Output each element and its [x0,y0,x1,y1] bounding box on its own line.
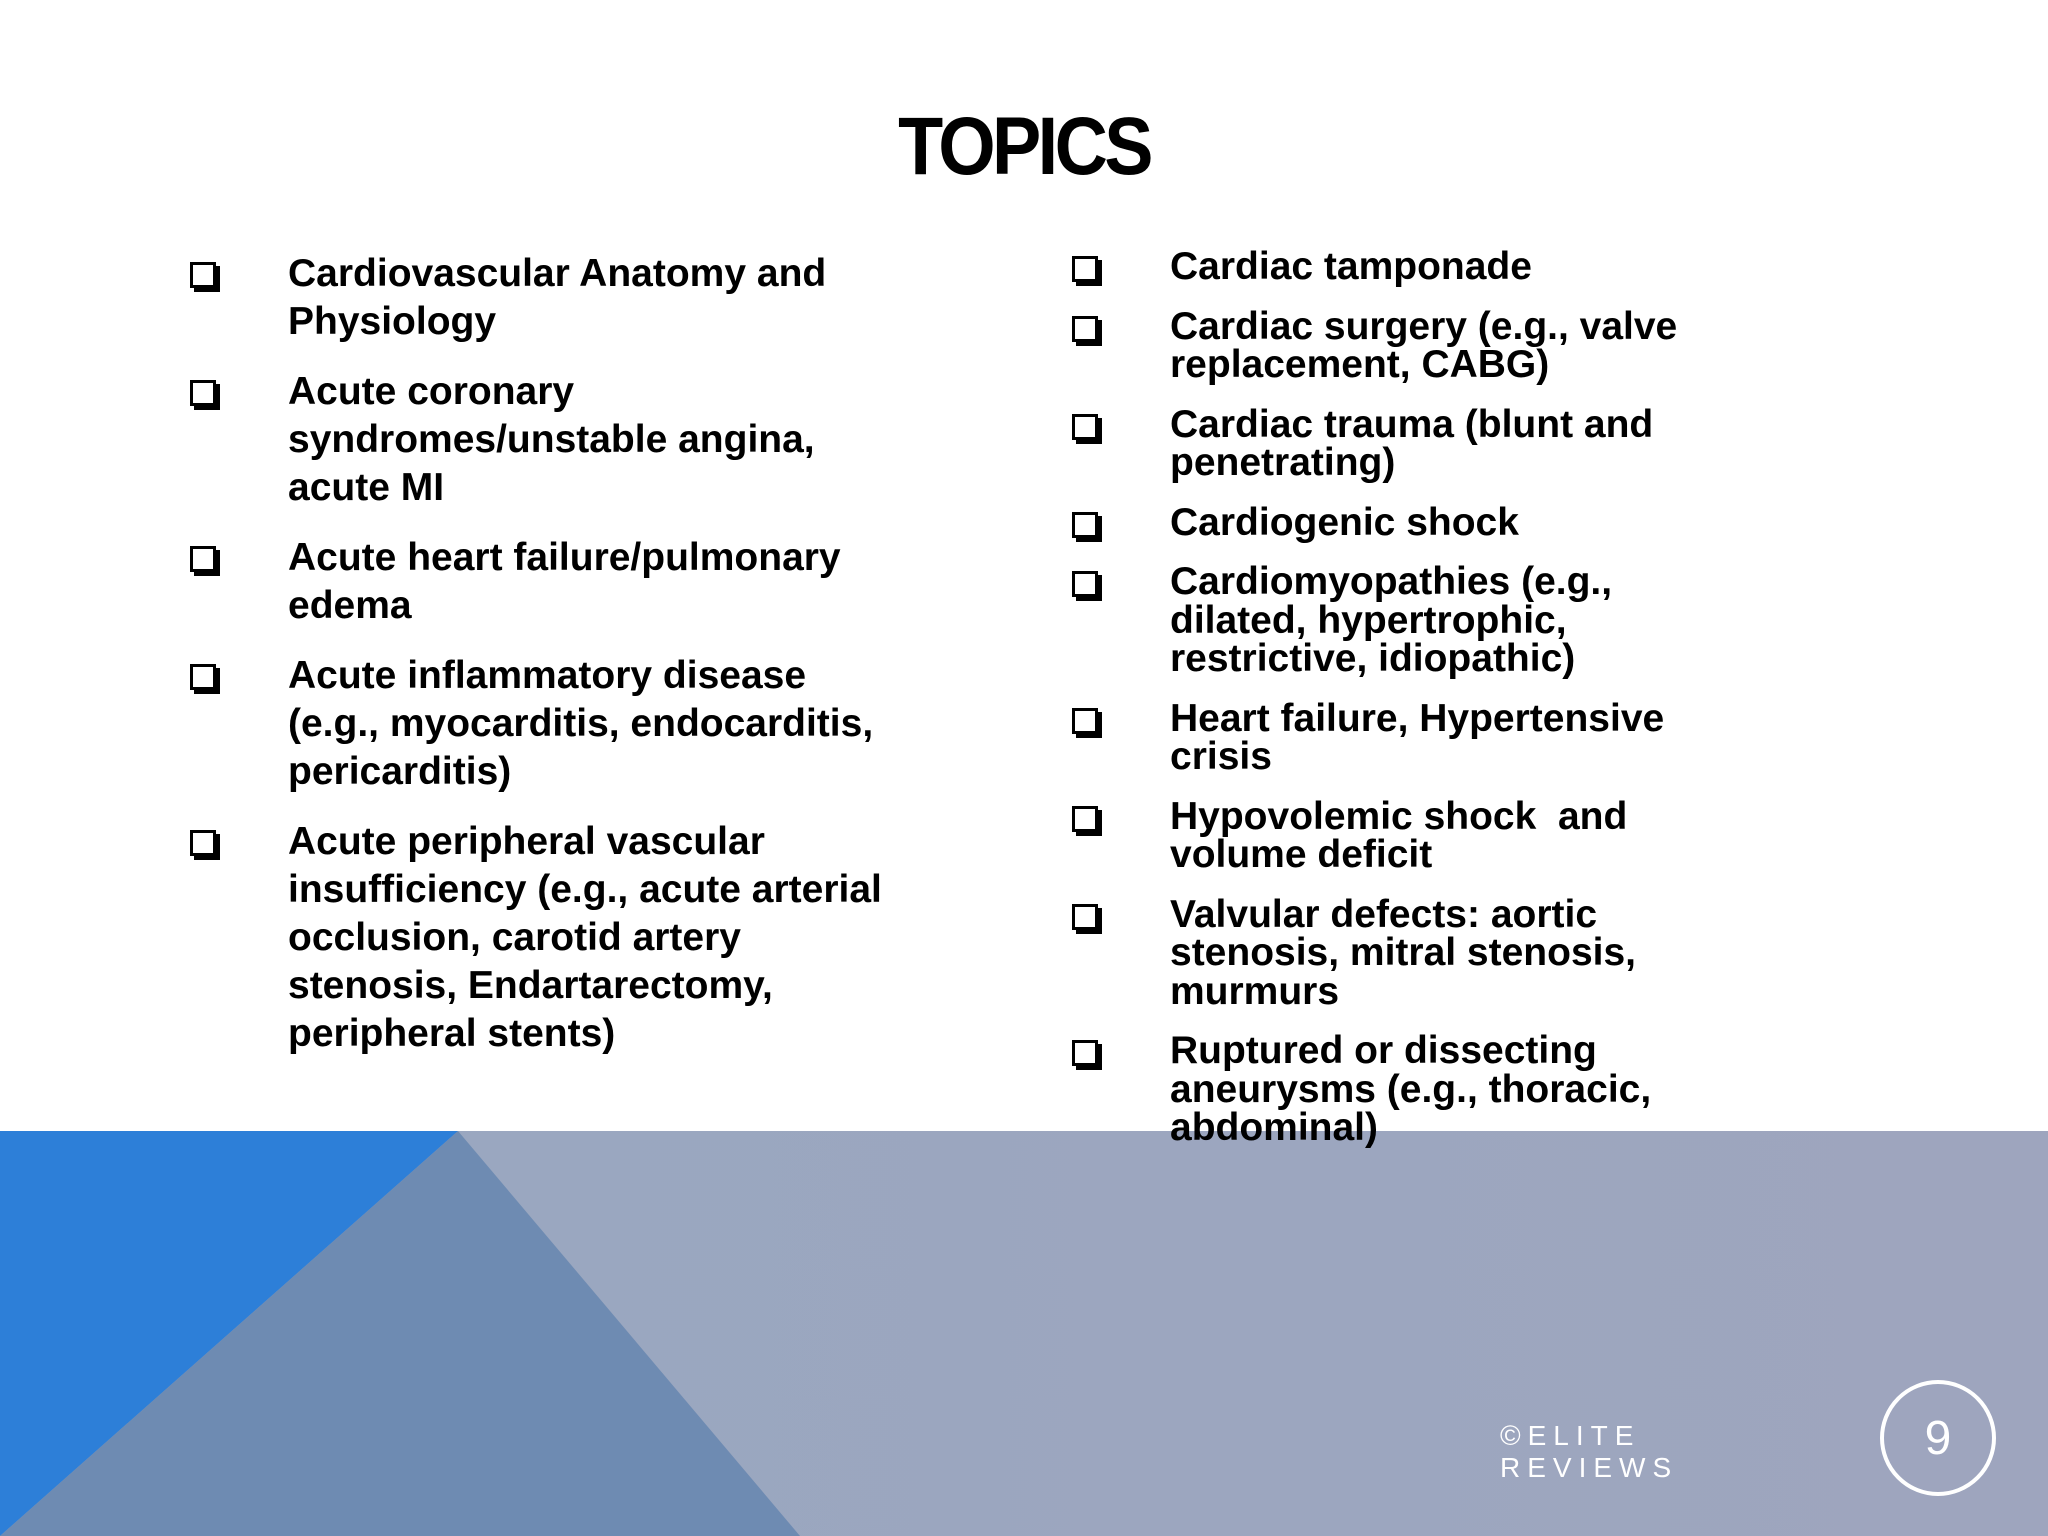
checkbox-bullet-icon [190,664,216,690]
list-item [190,818,890,1058]
checkbox-bullet-icon [1072,256,1098,282]
topic-text: Cardiovascular Anatomy and Physiology [288,252,827,343]
topic-text: Cardiogenic shock [1170,500,1519,544]
list-item [1072,892,1832,1013]
topic-text: Cardiac tamponade [1170,245,1532,288]
checkbox-bullet-icon [190,262,216,288]
list-item [1072,560,1832,680]
list-item [1072,304,1832,386]
footer-credit: ©ELITE REVIEWS [1500,1420,1679,1483]
topic-text: Acute coronary syndromes/unstable angina, acute MI [288,370,815,509]
list-item [190,368,890,512]
topic-text: Acute peripheral vascular insufficiency (e.g., acute arterial occlusion, carotid artery stenosis, Endartarectomy, peripheral stents) [288,820,882,1055]
list-item [1072,794,1832,876]
topic-text: Acute inflammatory disease (e.g., myocarditis, endocarditis, pericarditis) [288,654,874,793]
topic-text: Cardiac trauma (blunt and penetrating) [1170,402,1654,484]
list-item [190,534,890,630]
list-item [1072,500,1832,544]
checkbox-bullet-icon [1072,806,1098,832]
checkbox-bullet-icon [1072,571,1098,597]
slide-title: TOPICS [898,101,1150,192]
list-item [1072,245,1832,288]
topic-text: Acute heart failure/pulmonary edema [288,536,841,627]
list-item [1072,1029,1832,1149]
checkbox-bullet-icon [1072,904,1098,930]
topic-text: Cardiac surgery (e.g., valve replacement, CABG) [1170,304,1678,386]
topic-text: Valvular defects: aortic stenosis, mitral stenosis, murmurs [1170,892,1637,1013]
topic-text: Hypovolemic shock and volume deficit [1170,794,1639,876]
list-item [1072,696,1832,778]
checkbox-bullet-icon [190,546,216,572]
checkbox-bullet-icon [190,380,216,406]
list-item [190,652,890,796]
page-number-badge [1880,1380,1996,1496]
checkbox-bullet-icon [1072,316,1098,342]
topics-left-column [190,250,890,1080]
topics-right-column [1072,245,1832,1169]
page-number: 9 [1924,1411,1952,1465]
list-item [190,250,890,346]
topic-text: Cardiomyopathies (e.g., dilated, hypertrophic, restrictive, idiopathic) [1170,560,1613,680]
checkbox-bullet-icon [1072,512,1098,538]
topic-text: Ruptured or dissecting aneurysms (e.g., thoracic, abdominal) [1170,1029,1652,1149]
topic-text: Heart failure, Hypertensive crisis [1170,696,1665,778]
checkbox-bullet-icon [1072,1040,1098,1066]
list-item [1072,402,1832,484]
checkbox-bullet-icon [1072,414,1098,440]
checkbox-bullet-icon [190,830,216,856]
checkbox-bullet-icon [1072,708,1098,734]
